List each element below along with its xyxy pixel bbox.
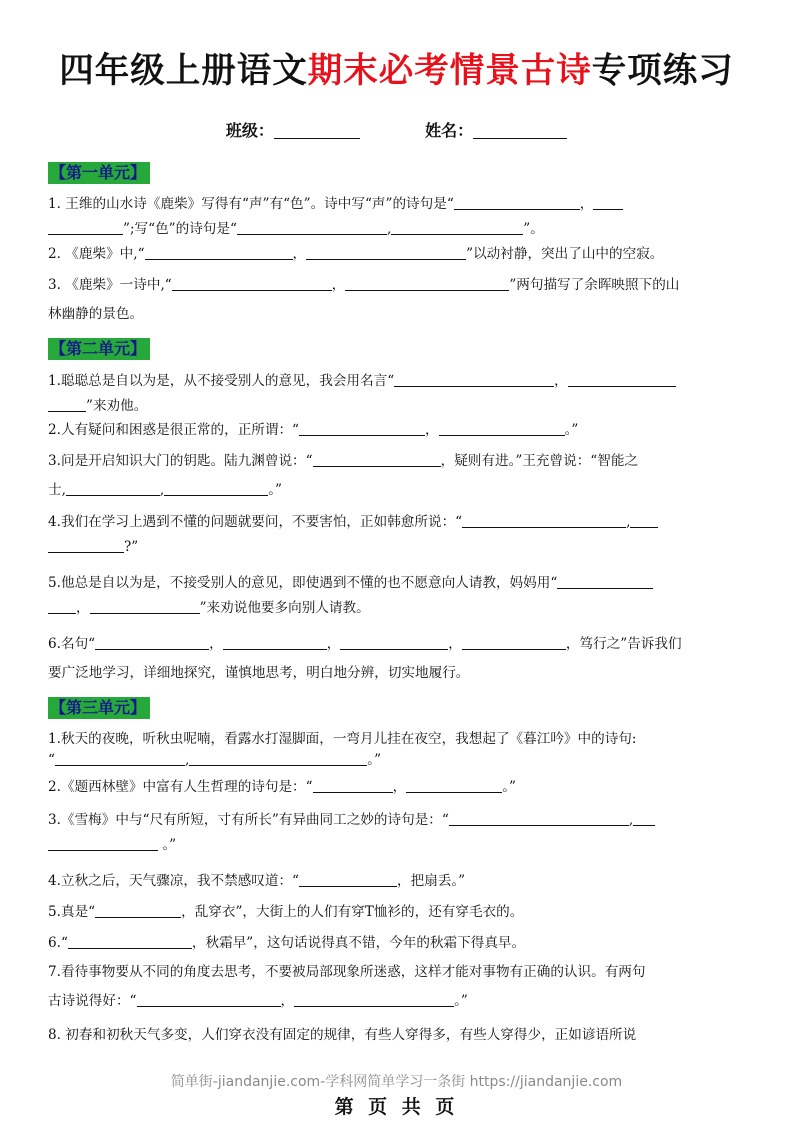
title-end: 专项练习 bbox=[591, 51, 734, 91]
section-unit-1: 【第一单元】 bbox=[48, 162, 150, 184]
answer-blank[interactable] bbox=[340, 635, 448, 650]
answer-blank[interactable] bbox=[48, 599, 76, 614]
answer-blank[interactable] bbox=[299, 872, 397, 887]
title-red: 期末必考情景古诗 bbox=[307, 51, 592, 91]
answer-blank[interactable] bbox=[593, 195, 623, 210]
answer-blank[interactable] bbox=[137, 992, 281, 1007]
page-title bbox=[0, 46, 793, 96]
u2-question-5: 5.他总是自以为是，不接受别人的意见，即使遇到不懂的也不愿意向人请教，妈妈用“ ， ”来劝说他要多向别人请教。 bbox=[48, 569, 748, 623]
answer-blank[interactable] bbox=[568, 372, 676, 387]
name-label: 姓名： bbox=[425, 121, 474, 140]
u2-question-6: 6.名句“ ， ， ， ，笃行之”告诉我们 要广泛地学习，详细地探究，谨慎地思考，明白地分辨，切实地履行。 bbox=[48, 636, 682, 681]
answer-blank[interactable] bbox=[48, 397, 86, 412]
answer-blank[interactable] bbox=[439, 421, 565, 436]
answer-blank[interactable] bbox=[454, 195, 580, 210]
answer-blank[interactable] bbox=[48, 836, 158, 851]
class-label: 班级： bbox=[225, 121, 274, 140]
u2-question-4: 4.我们在学习上遇到不懂的问题就要问，不要害怕，正如韩愈所说：“ , ?” bbox=[48, 508, 748, 562]
u1-question-2: 2. 《鹿柴》中,“ ， ”以动衬静，突出了山中的空寂。 bbox=[48, 246, 664, 262]
u3-question-5: 5.真是“ ，乱穿衣”，大街上的人们有穿T恤衫的，还有穿毛衣的。 bbox=[48, 904, 524, 920]
section-unit-3: 【第三单元】 bbox=[48, 697, 150, 719]
answer-blank[interactable] bbox=[630, 513, 658, 528]
answer-blank[interactable] bbox=[306, 245, 466, 260]
answer-blank[interactable] bbox=[462, 635, 566, 650]
u3-question-7: 7.看待事物要从不同的角度去思考，不要被局部现象所迷惑，这样才能对事物有正确的认识。有两句 古诗说得好：“ ， 。” bbox=[48, 964, 646, 1009]
answer-blank[interactable] bbox=[237, 220, 387, 235]
u2-question-2: 2.人有疑问和困惑是很正常的，正所谓：“ ， 。” bbox=[48, 422, 579, 438]
u1-question-3: 3. 《鹿柴》一诗中,“ ， ”两句描写了余晖映照下的山 林幽静的景色。 bbox=[48, 277, 680, 322]
page-number: 第 页 共 页 bbox=[334, 1096, 459, 1118]
u3-question-3: 3.《雪梅》中与“尺有所短，寸有所长”有异曲同工之妙的诗句是：“ , 。” bbox=[48, 806, 748, 860]
answer-blank[interactable] bbox=[394, 372, 554, 387]
answer-blank[interactable] bbox=[633, 811, 655, 826]
answer-blank[interactable] bbox=[66, 481, 160, 496]
answer-blank[interactable] bbox=[48, 220, 123, 235]
answer-blank[interactable] bbox=[55, 751, 185, 766]
answer-blank[interactable] bbox=[299, 421, 425, 436]
u3-question-8: 8. 初春和初秋天气多变，人们穿衣没有固定的规律，有些人穿得多，有些人穿得少，正如谚语所说 bbox=[48, 1027, 637, 1043]
answer-blank[interactable] bbox=[557, 574, 653, 589]
answer-blank[interactable] bbox=[406, 778, 502, 793]
u2-question-1: 1.聪聪总是自以为是，从不接受别人的意见，我会用名言“ ， ”来劝他。 bbox=[48, 367, 748, 421]
answer-blank[interactable] bbox=[145, 245, 293, 260]
answer-blank[interactable] bbox=[90, 599, 200, 614]
u1-question-1: 1. 王维的山水诗《鹿柴》写得有“声”有“色”。诗中写“声”的诗句是“ ， ”;写“色”的诗句是“ , ”。 bbox=[48, 190, 748, 244]
answer-blank[interactable] bbox=[313, 452, 441, 467]
name-field[interactable] bbox=[473, 122, 567, 139]
answer-blank[interactable] bbox=[164, 481, 268, 496]
answer-blank[interactable] bbox=[68, 934, 192, 949]
answer-blank[interactable] bbox=[172, 276, 332, 291]
answer-blank[interactable] bbox=[449, 811, 629, 826]
answer-blank[interactable] bbox=[345, 276, 509, 291]
answer-blank[interactable] bbox=[294, 992, 454, 1007]
site-footer: 简单街-jiandanjie.com-学科网简单学习一条街 https://jiandanjie.com bbox=[170, 1074, 623, 1090]
u3-question-2: 2.《题西林壁》中富有人生哲理的诗句是：“ ， 。” bbox=[48, 779, 516, 795]
answer-blank[interactable] bbox=[48, 538, 124, 553]
student-info bbox=[0, 118, 793, 141]
u3-question-6: 6.“ ，秋霜早”，这句话说得真不错，今年的秋霜下得真早。 bbox=[48, 935, 526, 951]
section-unit-2: 【第二单元】 bbox=[48, 338, 150, 360]
answer-blank[interactable] bbox=[313, 778, 393, 793]
u2-question-3: 3.问是开启知识大门的钥匙。陆九渊曾说：“ ，疑则有进。”王充曾说：“智能之 士, , 。” bbox=[48, 453, 639, 498]
title-black: 四年级上册语文 bbox=[59, 51, 308, 91]
answer-blank[interactable] bbox=[223, 635, 327, 650]
answer-blank[interactable] bbox=[189, 751, 367, 766]
answer-blank[interactable] bbox=[391, 220, 523, 235]
u3-question-4: 4.立秋之后，天气骤凉，我不禁感叹道：“ ，把扇丢。” bbox=[48, 873, 466, 889]
answer-blank[interactable] bbox=[462, 513, 626, 528]
u3-question-1: 1.秋天的夜晚，听秋虫呢喃，看露水打湿脚面，一弯月儿挂在夜空，我想起了《暮江吟》中的诗句: “ , 。” bbox=[48, 731, 637, 768]
answer-blank[interactable] bbox=[95, 903, 181, 918]
class-field[interactable] bbox=[274, 122, 360, 139]
answer-blank[interactable] bbox=[95, 635, 209, 650]
